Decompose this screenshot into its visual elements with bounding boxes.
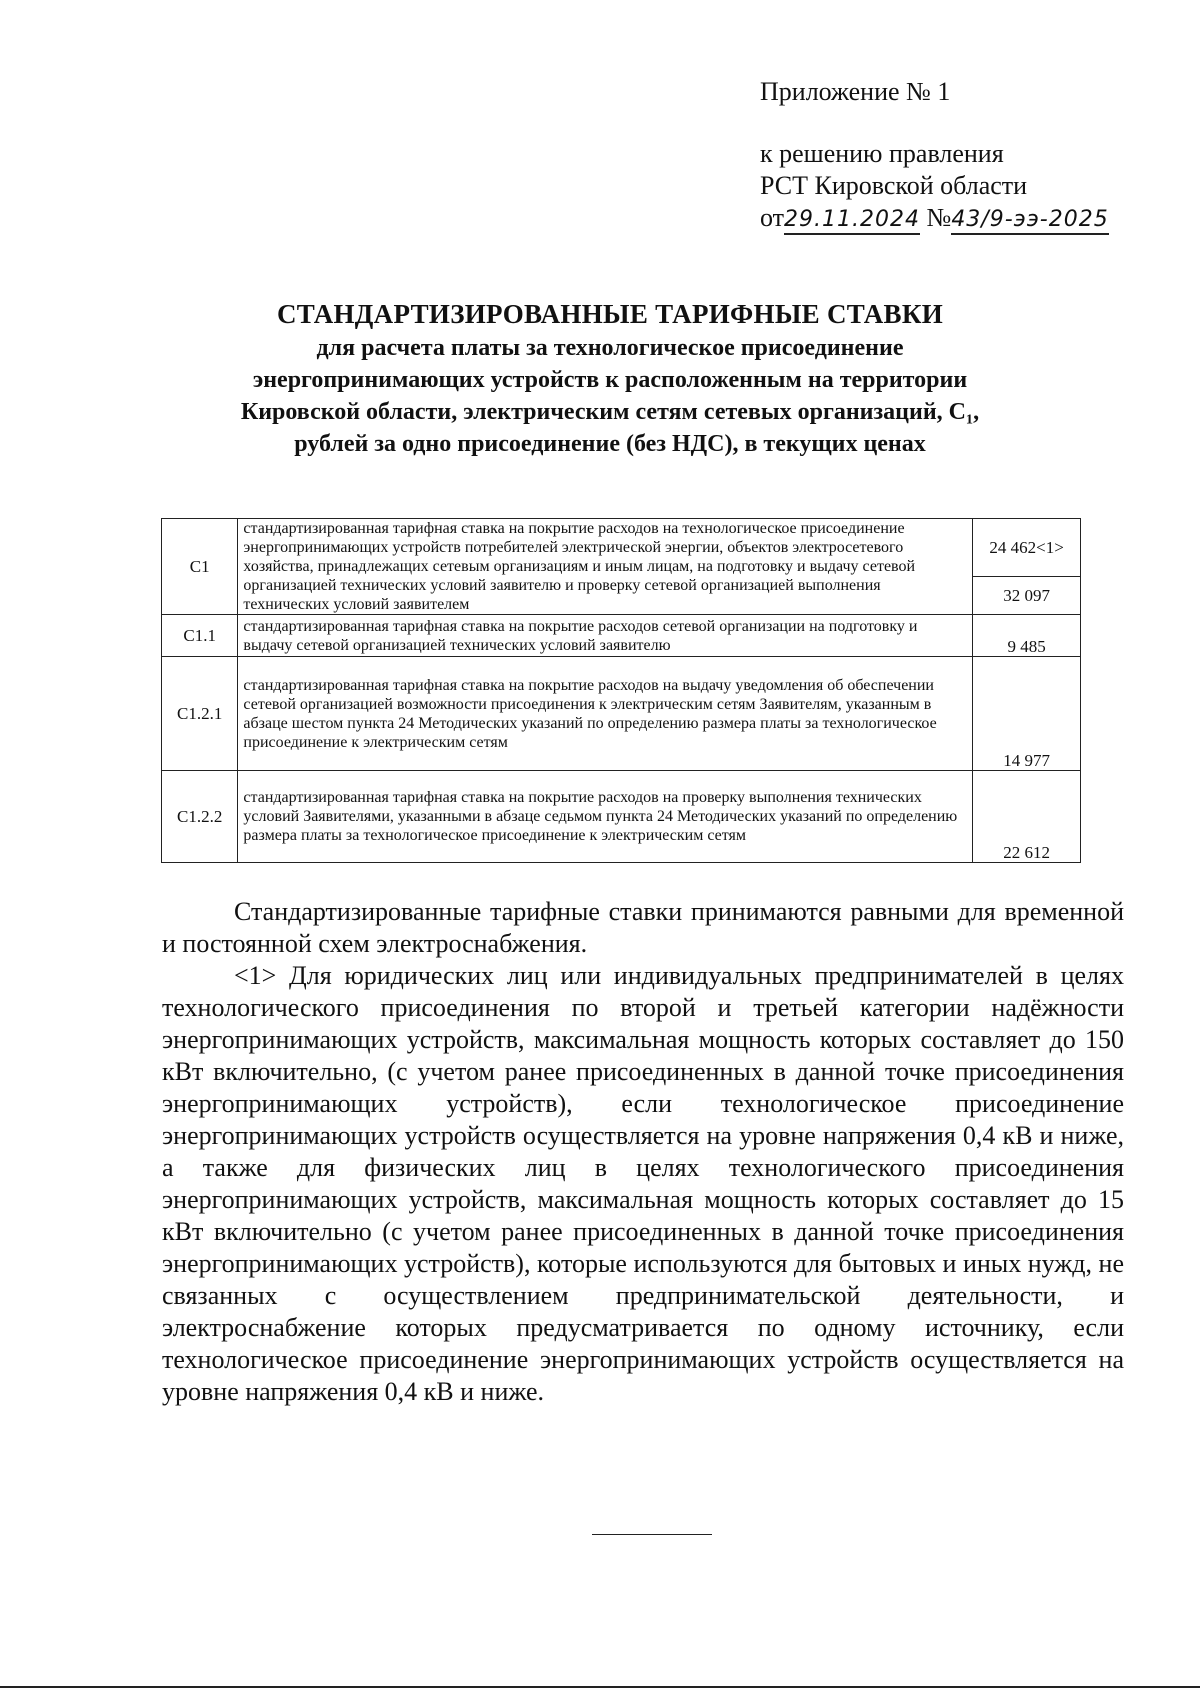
table-row	[162, 615, 1081, 657]
annex-line-authority: РСТ Кировской области	[760, 171, 1028, 200]
heading-main: СТАНДАРТИЗИРОВАННЫЕ ТАРИФНЫЕ СТАВКИ	[276, 299, 944, 329]
table-row	[162, 657, 1081, 771]
rate-value: 22 612	[973, 771, 1081, 863]
rate-value: 9 485	[973, 615, 1081, 657]
end-divider	[592, 1534, 712, 1535]
rate-value: 24 462<1>	[973, 519, 1081, 577]
rate-value: 14 977	[973, 657, 1081, 771]
heading-sub: для расчета платы за технологическое присоединение энергопринимающих устройств к расположенным на территории Кировской области, электрическим сетям сетевых организаций, C₁, рублей за одно присоединение (без НДС), в текущих ценах	[240, 335, 980, 457]
annex-gap	[760, 108, 1160, 138]
handwritten-date: 29.11.2024	[784, 207, 920, 235]
rate-code: C1.1	[162, 615, 238, 657]
paragraph-footnote-1: <1> Для юридических лиц или индивидуальных предпринимателей в целях технологического присоединения по второй и третьей категории надёжности энергопринимающих устройств, максимальная мощность которых составляет до 150 кВт включительно, (с учетом ранее присоединенных в данной точке присоединения энергопринимающих устройств), если технологическое присоединение энергопринимающих устройств осуществляется на уровне напряжения 0,4 кВ и ниже, а также для физических лиц в целях технологического присоединения энергопринимающих устройств, максимальная мощность которых составляет до 15 кВт включительно (с учетом ранее присоединенных в данной точке присоединения энергопринимающих устройств), которые используются для бытовых и иных нужд, не связанных с осуществлением предпринимательской деятельности, и электроснабжение которых предусматривается по одному источнику, если технологическое присоединение энергопринимающих устройств осуществляется на уровне напряжения 0,4 кВ и ниже.	[162, 961, 1124, 1406]
number-prefix: №	[926, 203, 952, 232]
document-heading	[240, 296, 980, 460]
rate-description: стандартизированная тарифная ставка на покрытие расходов на выдачу уведомления об обеспечении сетевой организацией возможности присоединения к электрическим сетям Заявителям, указанным в абзаце шестом пункта 24 Методических указаний по определению размера платы за технологическое присоединение к электрическим сетям	[238, 657, 973, 771]
table-row	[162, 519, 1081, 577]
annex-line-decision: к решению правления	[760, 139, 1004, 168]
rate-code: C1	[162, 519, 238, 615]
page-bottom-rule	[0, 1686, 1200, 1688]
tariff-rates-table	[161, 518, 1081, 863]
annex-line-date-number	[760, 202, 1160, 235]
paragraph-equal-rates: Стандартизированные тарифные ставки принимаются равными для временной и постоянной схем электроснабжения.	[162, 897, 1124, 958]
rate-description: стандартизированная тарифная ставка на покрытие расходов на проверку выполнения технических условий Заявителями, указанными в абзаце седьмом пункта 24 Методических указаний по определению размера платы за технологическое присоединение к электрическим сетям	[238, 771, 973, 863]
rate-description: стандартизированная тарифная ставка на покрытие расходов на технологическое присоединение энергопринимающих устройств потребителей электрической энергии, объектов электросетевого хозяйства, принадлежащих сетевым организациям и иным лицам, на подготовку и выдачу сетевой организацией технических условий заявителю и проверку сетевой организацией выполнения технических условий заявителем	[238, 519, 973, 615]
table-row	[162, 771, 1081, 863]
rate-code: C1.2.1	[162, 657, 238, 771]
annex-title: Приложение № 1	[760, 77, 951, 106]
annex-block	[760, 76, 1160, 235]
rate-code: C1.2.2	[162, 771, 238, 863]
body-text	[162, 896, 1124, 1408]
date-prefix: от	[760, 203, 785, 232]
rate-value: 32 097	[973, 577, 1081, 615]
handwritten-number: 43/9-ээ-2025	[951, 207, 1108, 235]
rate-description: стандартизированная тарифная ставка на покрытие расходов сетевой организации на подготовку и выдачу сетевой организацией технических условий заявителю	[238, 615, 973, 657]
